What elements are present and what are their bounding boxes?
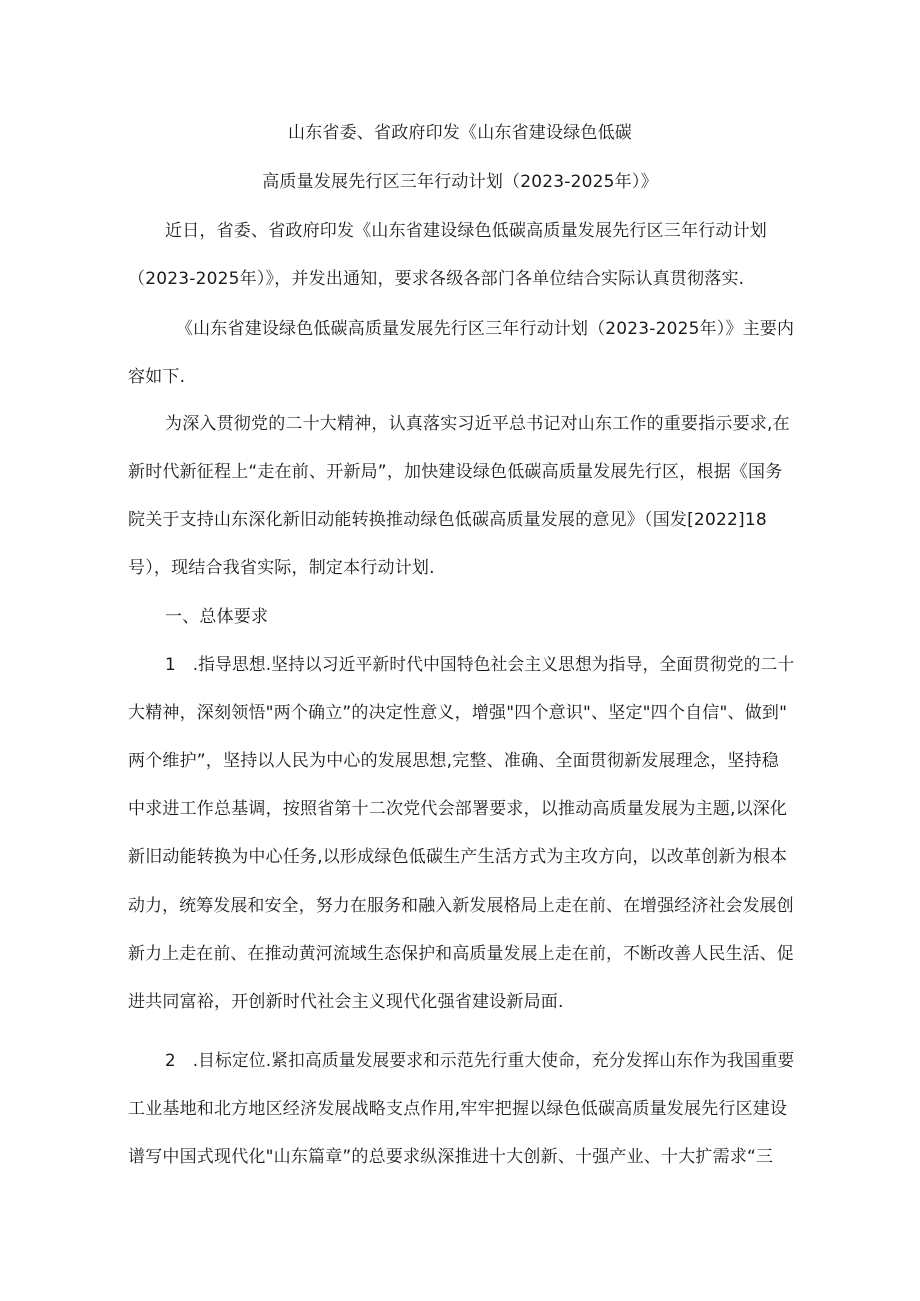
text-line: 两个维护”，坚持以人民为中心的发展思想,完整、准确、全面贯彻新发展理念，坚持稳 xyxy=(128,751,780,771)
text-line: 中求进工作总基调，按照省第十二次党代会部署要求，以推动高质量发展为主题,以深化 xyxy=(128,799,788,819)
text-line: 新力上走在前、在推动黄河流域生态保护和高质量发展上走在前，不断改善人民生活、促 xyxy=(128,944,794,964)
text-line: 谱写中国式现代化"山东篇章”的总要求纵深推进十大创新、十强产业、十大扩需求“三 xyxy=(128,1147,774,1167)
text-line: 1 .指导思想.坚持以习近平新时代中国特色社会主义思想为指导，全面贯彻党的二十 xyxy=(165,655,795,675)
section-heading: 一、总体要求 xyxy=(165,607,269,627)
text-line: 2 .目标定位.紧扣高质量发展要求和示范先行重大使命，充分发挥山东作为我国重要 xyxy=(165,1051,795,1071)
text-line: 动力，统筹发展和安全，努力在服务和融入新发展格局上走在前、在增强经济社会发展创 xyxy=(128,896,794,916)
text-line: 《山东省建设绿色低碳高质量发展先行区三年行动计划（2023-2025年）》主要内 xyxy=(176,319,795,339)
document-title-line-1: 山东省委、省政府印发《山东省建设绿色低碳 xyxy=(288,123,632,143)
document-title-line-2: 高质量发展先行区三年行动计划（2023-2025年）》 xyxy=(262,172,658,192)
text-line: 近日，省委、省政府印发《山东省建设绿色低碳高质量发展先行区三年行动计划 xyxy=(165,221,767,241)
text-line: 工业基地和北方地区经济发展战略支点作用,牢牢把握以绿色低碳高质量发展先行区建设 xyxy=(128,1099,788,1119)
text-line: （2023-2025年）》，并发出通知，要求各级各部门各单位结合实际认真贯彻落实. xyxy=(128,269,745,289)
text-line: 大精神，深刻领悟"两个确立”的决定性意义，增强"四个意识"、坚定"四个自信"、做到" xyxy=(128,703,788,723)
text-line: 院关于支持山东深化新旧动能转换推动绿色低碳高质量发展的意见》（国发[2022]18 xyxy=(128,510,767,530)
text-line: 号），现结合我省实际，制定本行动计划. xyxy=(128,558,435,578)
text-line: 容如下. xyxy=(128,367,186,387)
text-line: 为深入贯彻党的二十大精神，认真落实习近平总书记对山东工作的重要指示要求,在 xyxy=(165,414,790,434)
text-line: 新旧动能转换为中心任务,以形成绿色低碳生产生活方式为主攻方向，以改革创新为根本 xyxy=(128,847,788,867)
text-line: 新时代新征程上“走在前、开新局”，加快建设绿色低碳高质量发展先行区，根据《国务 xyxy=(128,462,783,482)
text-line: 进共同富裕，开创新时代社会主义现代化强省建设新局面. xyxy=(128,992,564,1012)
